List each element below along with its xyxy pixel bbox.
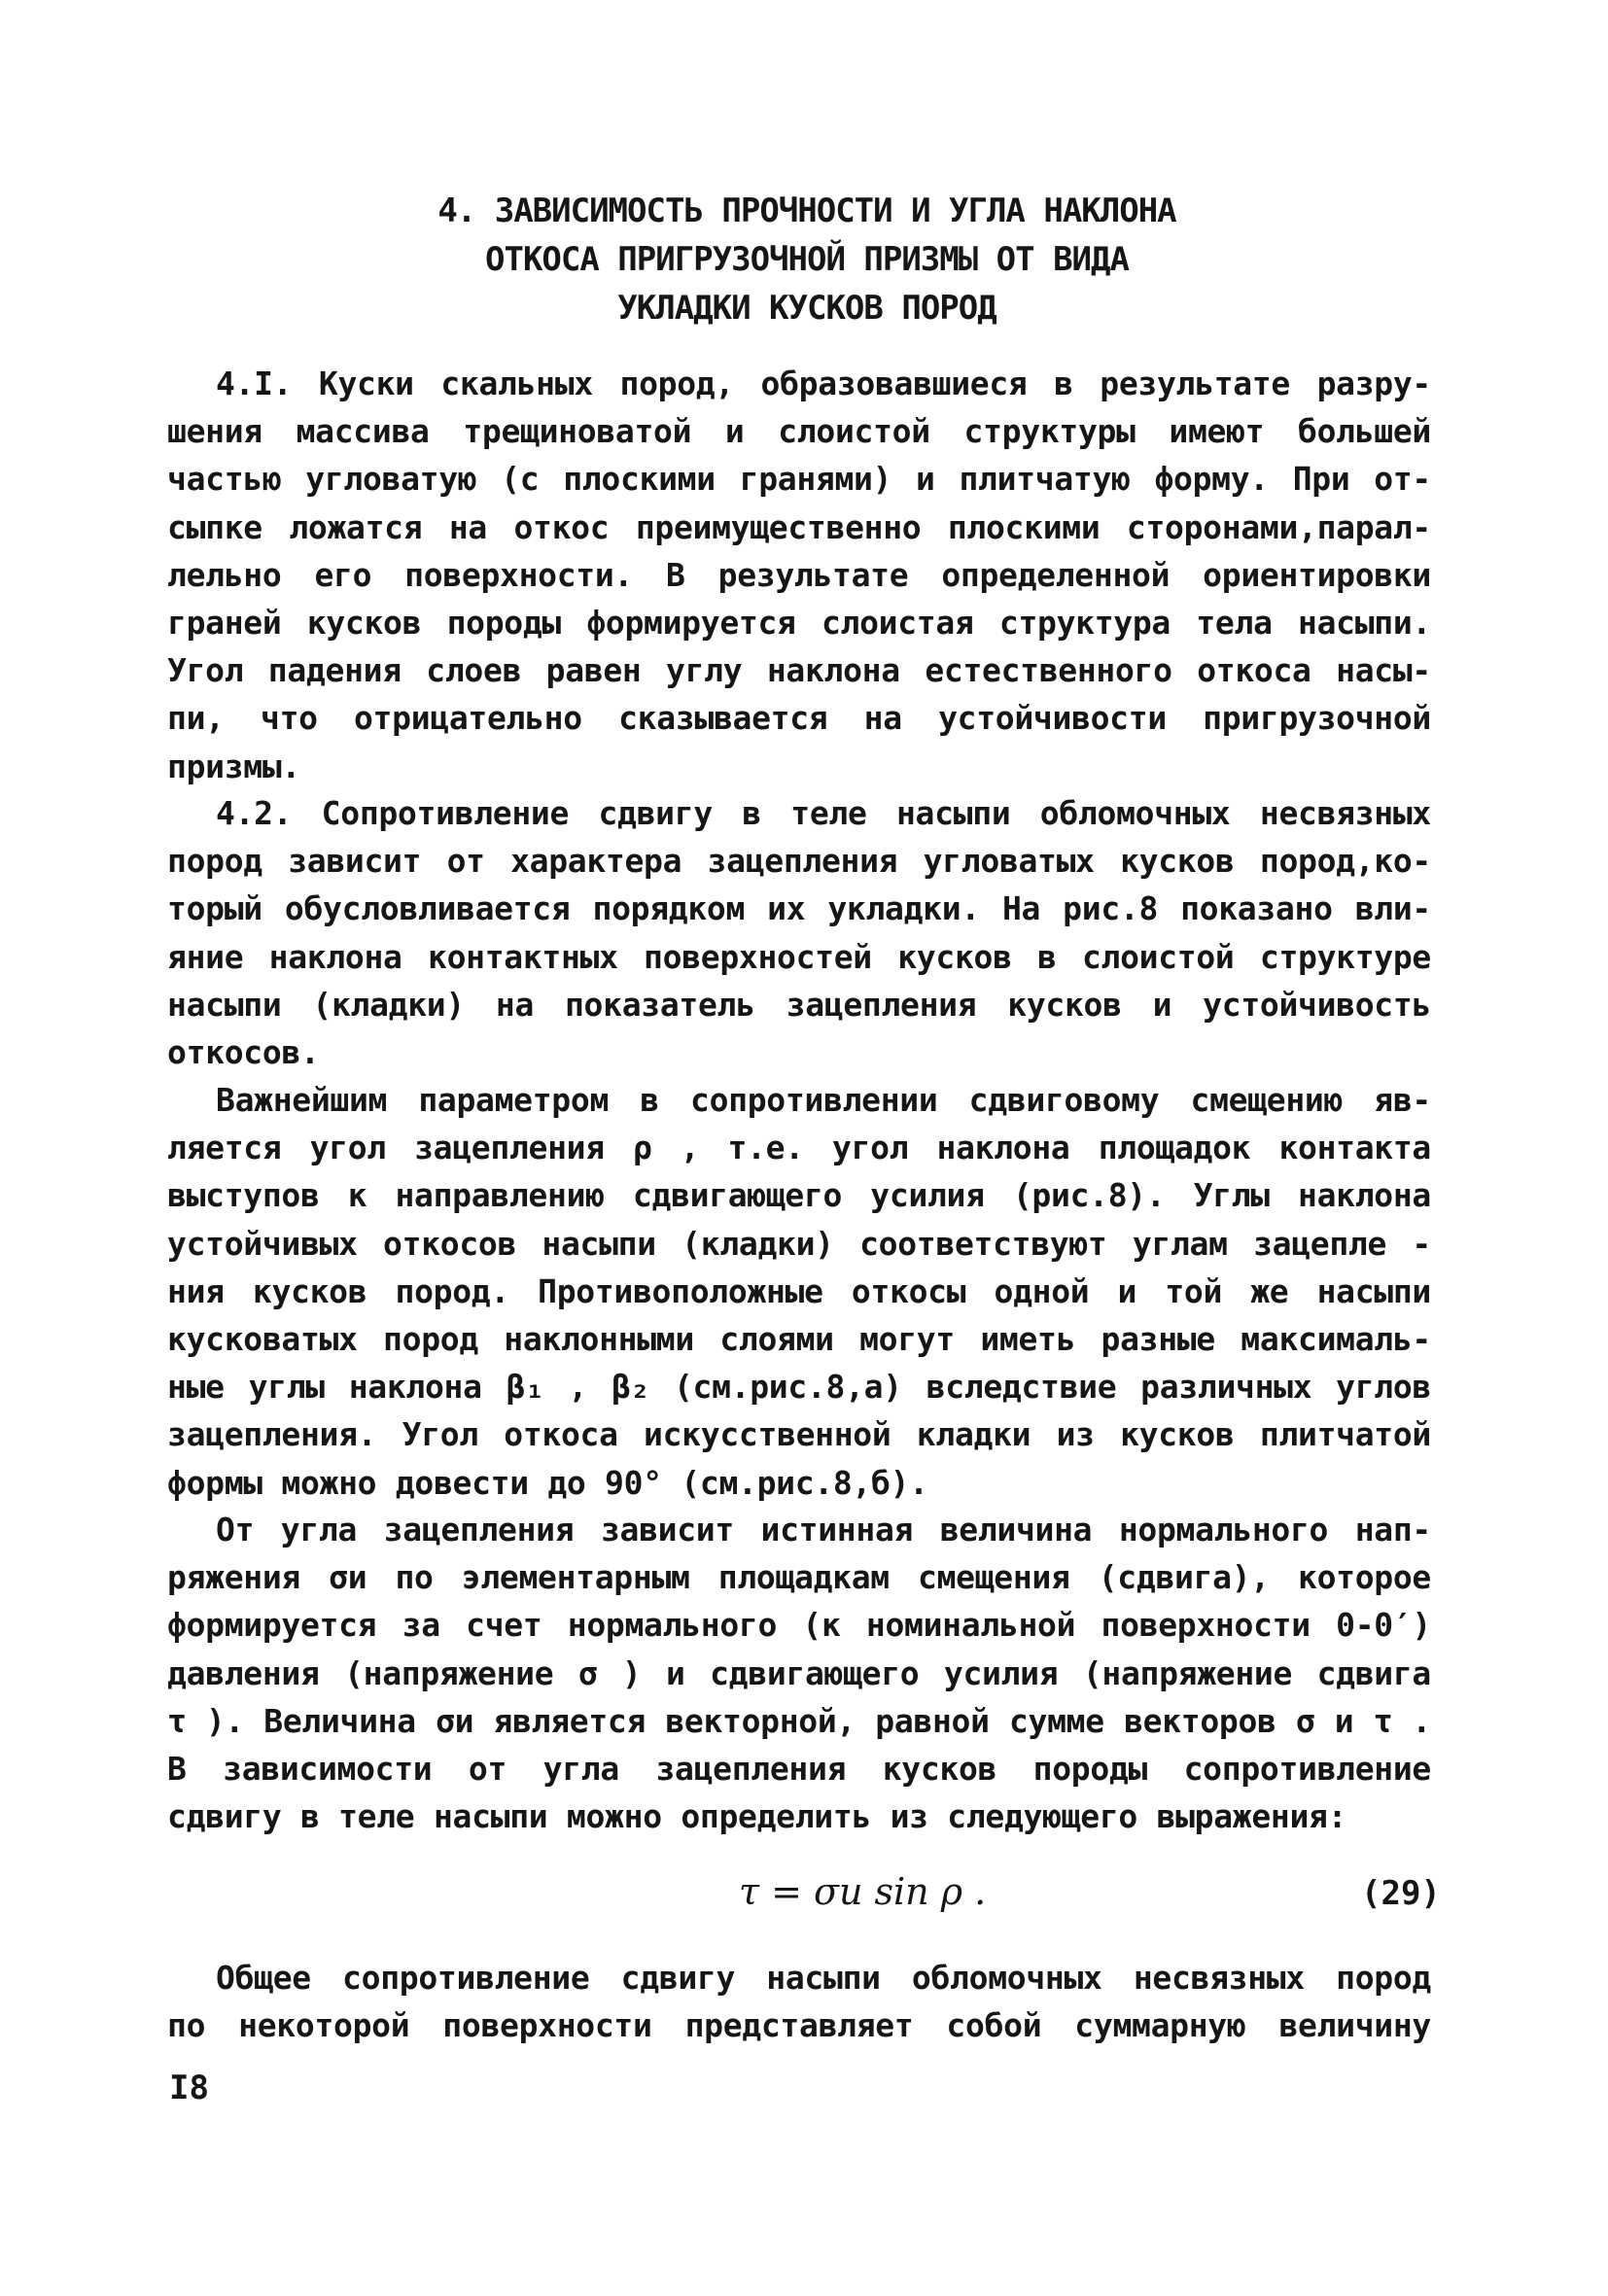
section-heading [175,187,1439,332]
page-number: I8 [169,2069,209,2107]
paragraph-4-2 [167,789,1431,1076]
paragraph-4-1 [167,360,1431,790]
text-line: ния кусков пород. Противоположные откосы одной и той же насыпи [167,1271,1431,1310]
text-line: выступов к направлению сдвигающего усилия (рис.8). Углы наклона [167,1176,1431,1215]
text-line: шения массива трещиноватой и слоистой структуры имеют большей [167,412,1431,451]
text-line: Угол падения слоев равен углу наклона естественного откоса насы- [167,651,1431,690]
text-line: по некоторой поверхности представляет собой суммарную величину [167,2006,1431,2045]
text-line: формы можно довести до 90° (см.рис.8,б). [167,1463,928,1502]
text-line: В зависимости от угла зацепления кусков породы сопротивление [167,1750,1431,1789]
text-line: насыпи (кладки) на показатель зацепления кусков и устойчивость [167,985,1431,1024]
equation-29: τ = σи sin ρ . [739,1870,987,1913]
heading-line: УКЛАДКИ КУСКОВ ПОРОД [617,289,996,328]
text-line: ряжения σи по элементарным площадкам смещения (сдвига), которое [167,1558,1431,1597]
text-line: От угла зацепления зависит истинная величина нормального нап- [216,1511,1431,1548]
paragraph-total [167,1954,1431,2049]
text-line: торый обусловливается порядком их укладки. На рис.8 показано вли- [167,889,1431,928]
text-line: кусковатых пород наклонными слоями могут иметь разные максималь- [167,1320,1431,1359]
text-line: Важнейшим параметром в сопротивлении сдвиговому смещению яв- [216,1081,1431,1119]
text-line: призмы. [167,747,300,785]
text-line: τ ). Величина σи является векторной, равной сумме векторов σ и τ . [167,1701,1431,1740]
text-line: 4.I. Куски скальных пород, образовавшиеся в результате разру- [216,365,1431,402]
text-line: сдвигу в теле насыпи можно определить из следующего выражения: [167,1797,1347,1836]
text-line: пи, что отрицательно сказывается на устойчивости пригрузочной [167,699,1431,738]
text-line: сыпке ложатся на откос преимущественно плоскими сторонами,парал- [167,507,1431,546]
heading-line: 4. ЗАВИСИМОСТЬ ПРОЧНОСТИ И УГЛА НАКЛОНА [437,191,1176,230]
heading-line: ОТКОСА ПРИГРУЗОЧНОЙ ПРИЗМЫ ОТ ВИДА [485,240,1129,279]
paragraph-angle [167,1076,1431,1507]
text-line: откосов. [167,1033,320,1072]
text-line: формируется за счет нормального (к номинальной поверхности 0-0′) [167,1606,1431,1645]
text-line: Общее сопротивление сдвигу насыпи обломочных несвязных пород [216,1959,1431,1997]
paragraph-stress [167,1506,1431,1840]
text-line: 4.2. Сопротивление сдвигу в теле насыпи обломочных несвязных [216,794,1431,832]
text-line: пород зависит от характера зацепления угловатых кусков пород,ко- [167,842,1431,881]
equation-number: (29) [1361,1874,1441,1913]
text-line: устойчивых откосов насыпи (кладки) соответствуют углам зацепле - [167,1224,1431,1263]
text-line: частью угловатую (с плоскими гранями) и плитчатую форму. При от- [167,460,1431,499]
text-line: ляется угол зацепления ρ , т.е. угол наклона площадок контакта [167,1129,1431,1167]
text-line: ные углы наклона β₁ , β₂ (см.рис.8,а) вследствие различных углов [167,1368,1431,1407]
text-line: зацепления. Угол откоса искусственной кладки из кусков плитчатой [167,1415,1431,1454]
text-line: граней кусков породы формируется слоистая структура тела насыпи. [167,604,1431,643]
text-line: давления (напряжение σ ) и сдвигающего усилия (напряжение сдвига [167,1653,1431,1692]
text-line: лельно его поверхности. В результате определенной ориентировки [167,555,1431,594]
text-line: яние наклона контактных поверхностей кусков в слоистой структуре [167,937,1431,976]
